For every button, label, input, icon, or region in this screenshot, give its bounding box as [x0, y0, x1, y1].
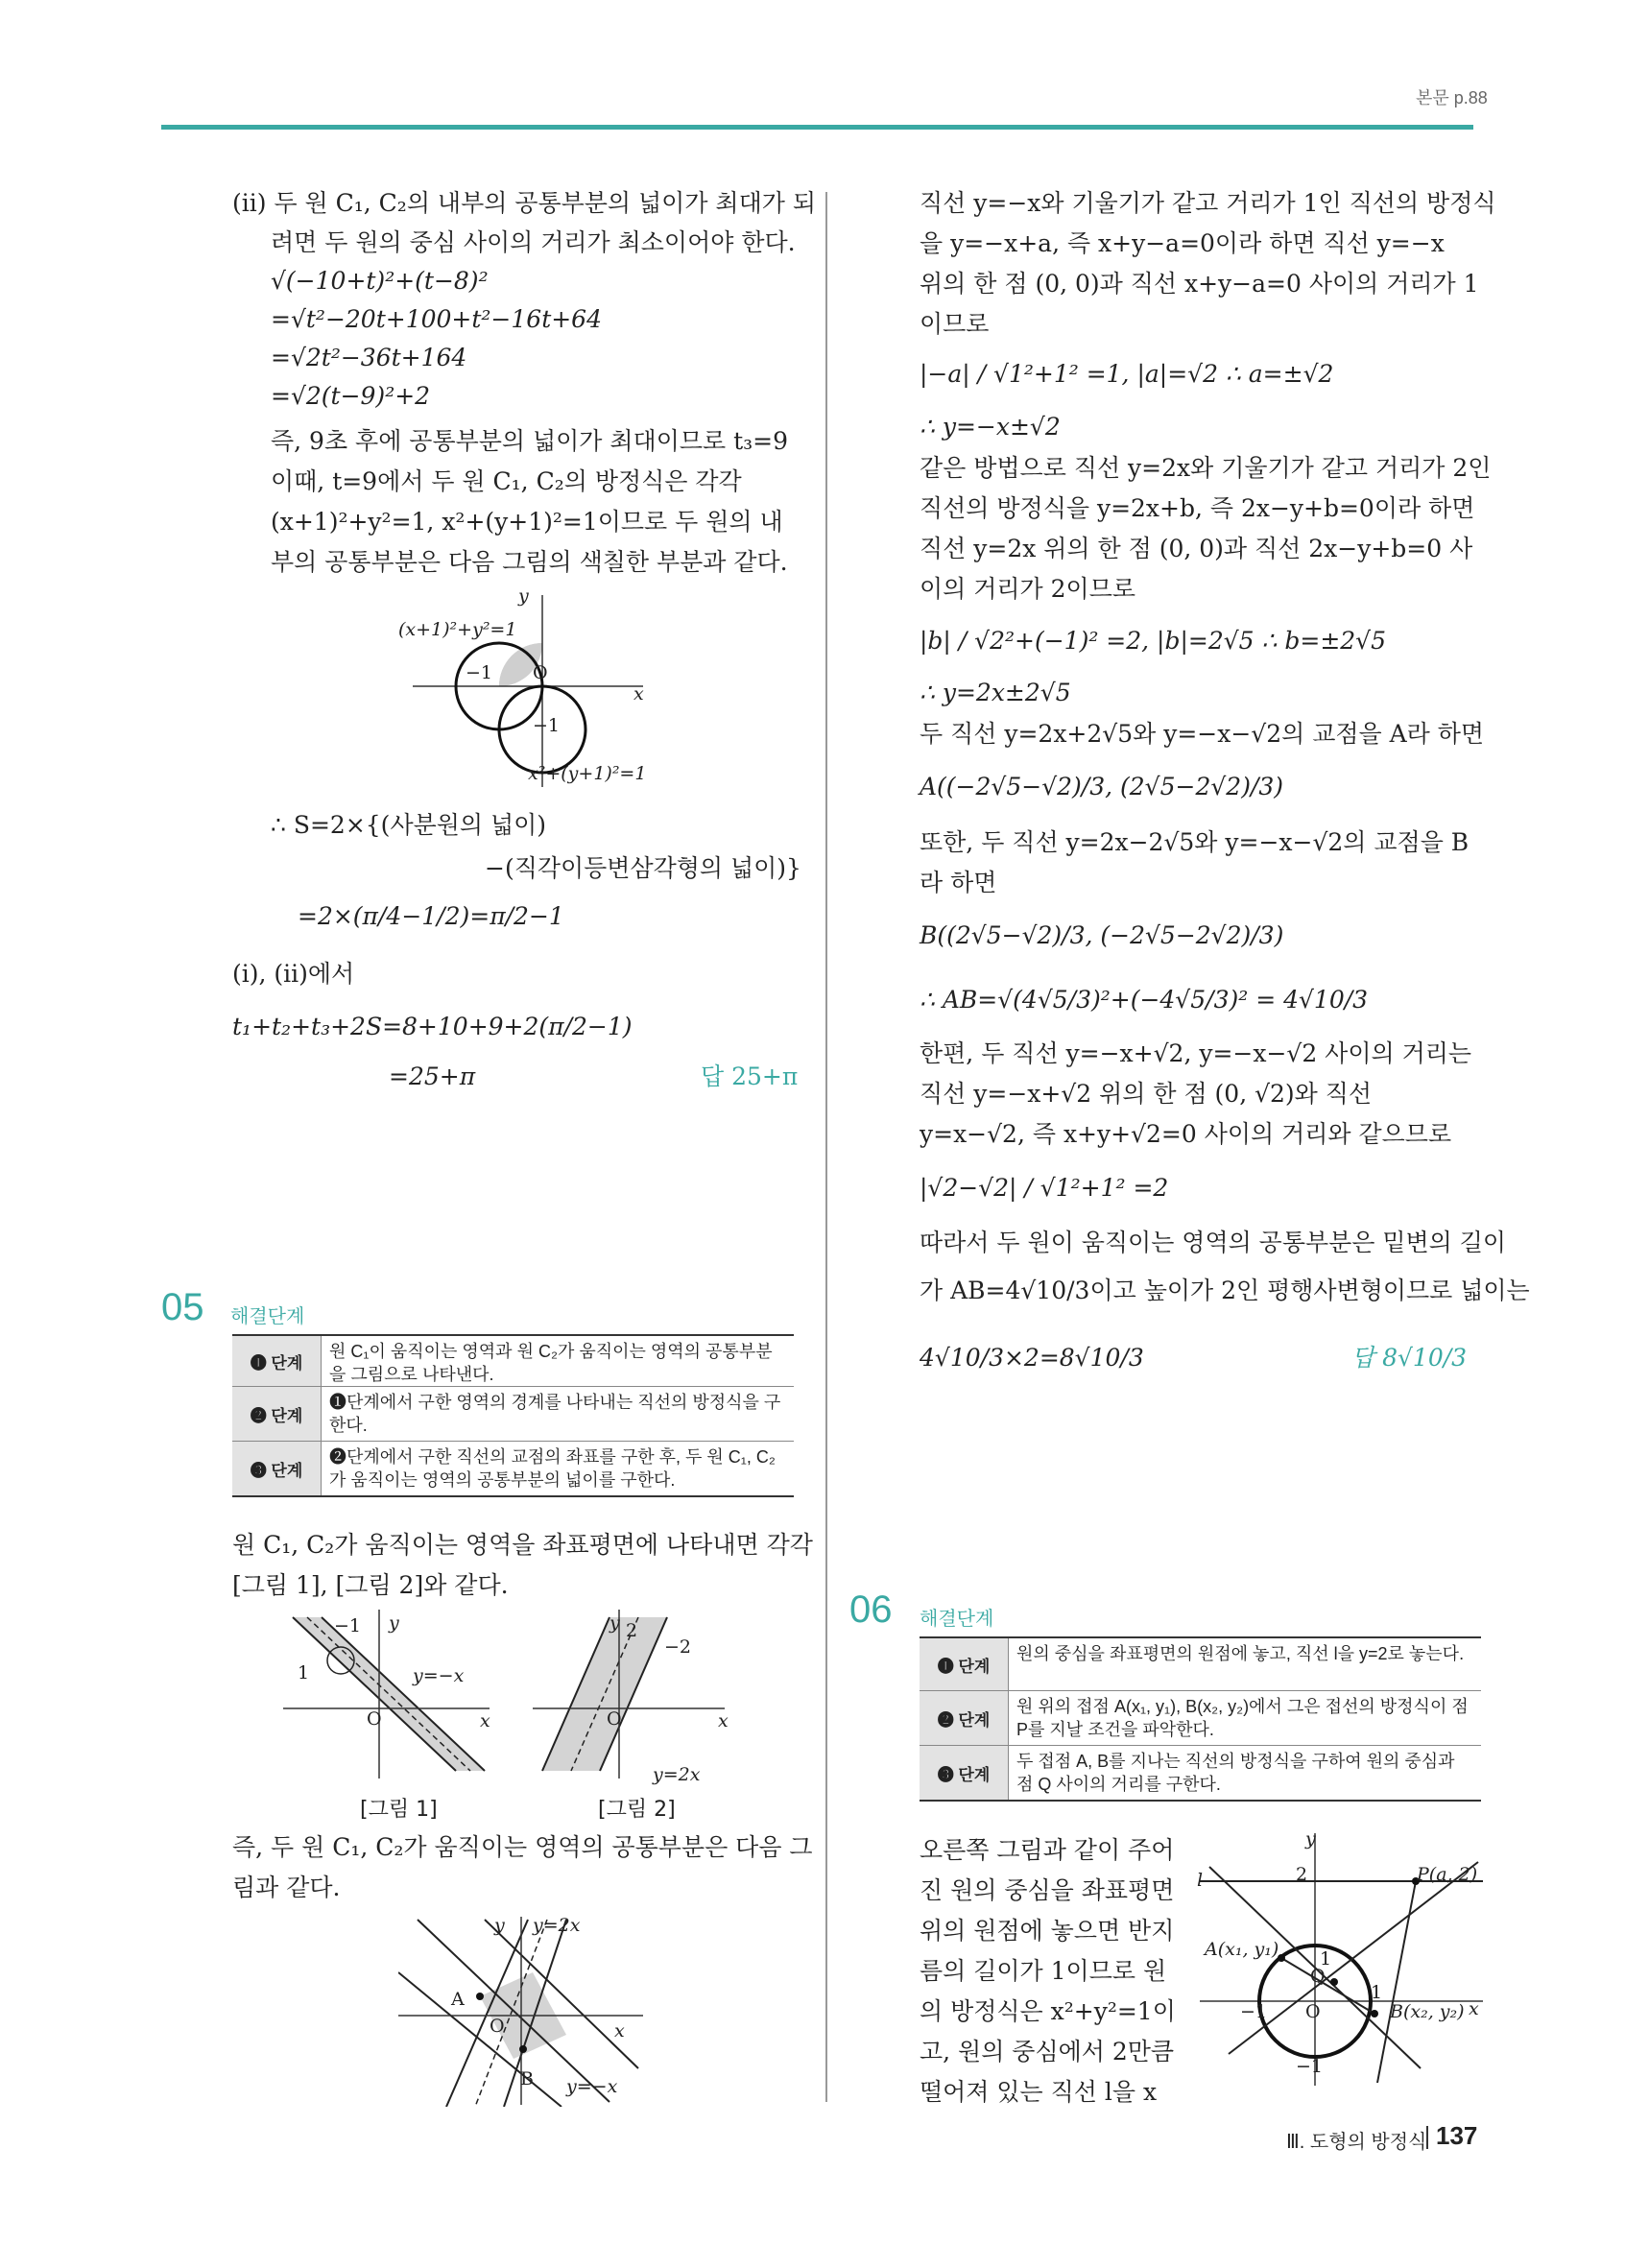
right-line-4: 이므로	[920, 310, 990, 338]
fig-a-line-label: y=−x	[413, 1665, 465, 1686]
sec06-text-6: 고, 원의 중심에서 2만큼	[920, 2038, 1175, 2065]
right-line-11: |b| / √2²+(−1)² =2, |b|=2√5 ∴ b=±2√5	[920, 627, 1387, 655]
shaded-band	[542, 1617, 667, 1771]
fig1-origin: O	[533, 662, 548, 683]
fig-a-minus-one: −1	[334, 1615, 362, 1636]
equation-4: =√2(t−9)²+2	[271, 382, 431, 410]
sum-line2: =25+π	[389, 1062, 476, 1090]
fig-c-o: O	[490, 2016, 505, 2037]
para-ii-line1: (ⅱ) 두 원 C₁, C₂의 내부의 공통부분의 넓이가 최대가 되	[232, 189, 816, 217]
fig6-one-y: 1	[1320, 1948, 1332, 1970]
fig6-b: B(x₂, y₂)	[1390, 2001, 1465, 2022]
equation-1: √(−10+t)²+(t−8)²	[271, 267, 489, 295]
fig1-label-c2: x²+(y+1)²=1	[528, 763, 647, 784]
fig6-two: 2	[1296, 1864, 1308, 1885]
fig6-o: O	[1305, 2001, 1321, 2022]
section-06-step-table	[920, 1636, 1481, 1802]
right-line-10: 이의 거리가 2이므로	[920, 575, 1135, 603]
step-label: ❸ 단계	[232, 1442, 322, 1495]
sec06-text-7: 떨어져 있는 직선 l을 x	[920, 2078, 1158, 2106]
fig6-p: P(a, 2)	[1417, 1864, 1478, 1885]
fig1-minus-one-y: −1	[533, 715, 561, 736]
para2-line3: (x+1)²+y²=1, x²+(y+1)²=1이므로 두 원의 내	[271, 508, 783, 536]
right-line-7: 같은 방법으로 직선 y=2x와 기울기가 같고 거리가 2인	[920, 454, 1492, 482]
fig6-l: l	[1197, 1870, 1204, 1891]
right-line-12: ∴ y=2x±2√5	[920, 679, 1071, 706]
step-row	[920, 1746, 1481, 1800]
equation-2: =√t²−20t+100+t²−16t+64	[271, 305, 602, 333]
right-line-24: 가 AB=4√10/3이고 높이가 2인 평행사변형이므로 넓이는	[920, 1277, 1530, 1304]
fig6-one-x: 1	[1371, 1982, 1383, 2003]
fig-b-y: y	[609, 1612, 620, 1634]
footer-chapter: Ⅲ. 도형의 방정식	[1286, 2132, 1427, 2153]
fig6-minus-one-x: −1	[1240, 2001, 1268, 2022]
right-line-8: 직선의 방정식을 y=2x+b, 즉 2x−y+b=0이라 하면	[920, 494, 1475, 522]
fig1-x-axis: x	[633, 683, 644, 704]
fig-a-caption: [그림 1]	[360, 1798, 438, 1822]
section-05-step-table	[232, 1334, 794, 1497]
para2-line4: 부의 공통부분은 다음 그림의 색칠한 부분과 같다.	[271, 548, 788, 576]
area-eq-line2: −(직각이등변삼각형의 넓이)}	[485, 854, 801, 882]
step-text: ❷단계에서 구한 직선의 교점의 좌표를 구한 후, 두 원 C₁, C₂가 움직이는 영역의 공통부분의 넓이를 구한다.	[329, 1447, 776, 1490]
fig-b-two: 2	[626, 1620, 638, 1641]
right-line-14: A((−2√5−√2)/3, (2√5−2√2)/3)	[920, 773, 1284, 800]
sec05-para1: 원 C₁, C₂가 움직이는 영역을 좌표평면에 나타내면 각각	[232, 1531, 813, 1559]
sec06-text-3: 위의 원점에 놓으면 반지	[920, 1917, 1175, 1945]
right-line-17: B((2√5−√2)/3, (−2√5−2√2)/3)	[920, 921, 1284, 949]
para-ii-line2: 려면 두 원의 중심 사이의 거리가 최소이어야 한다.	[271, 228, 796, 256]
right-line-25: 4√10/3×2=8√10/3	[920, 1344, 1144, 1372]
step-label: ❸ 단계	[920, 1746, 1009, 1800]
right-line-18: ∴ AB=√(4√5/3)²+(−4√5/3)² = 4√10/3	[920, 986, 1369, 1014]
sec06-text-1: 오른쪽 그림과 같이 주어	[920, 1836, 1175, 1864]
fig6-x: x	[1469, 1998, 1479, 2019]
fig-b-caption: [그림 2]	[598, 1798, 676, 1822]
figure-1	[283, 1608, 494, 1780]
para2-line1: 즉, 9초 후에 공통부분의 넓이가 최대이므로 t₃=9	[271, 427, 789, 455]
fig-c-ymx: y=−x	[566, 2076, 618, 2097]
fig-a-one: 1	[298, 1662, 310, 1683]
sec06-text-4: 름의 길이가 1이므로 원	[920, 1957, 1167, 1985]
right-line-13: 두 직선 y=2x+2√5와 y=−x−√2의 교점을 A라 하면	[920, 720, 1485, 748]
area-eq-line1: ∴ S=2×{(사분원의 넓이)	[271, 811, 547, 839]
fig-b-minus-two: −2	[664, 1636, 692, 1658]
right-line-15: 또한, 두 직선 y=2x−2√5와 y=−x−√2의 교점을 B	[920, 828, 1470, 856]
column-divider	[825, 192, 827, 2102]
right-line-20: 직선 y=−x+√2 위의 한 점 (0, √2)와 직선	[920, 1080, 1373, 1108]
step-row	[232, 1387, 794, 1442]
step-text: 원 C₁이 움직이는 영역과 원 C₂가 움직이는 영역의 공통부분을 그림으로 나타낸다.	[329, 1342, 773, 1384]
right-line-1: 직선 y=−x와 기울기가 같고 거리가 1인 직선의 방정식	[920, 189, 1496, 217]
right-line-19: 한편, 두 직선 y=−x+√2, y=−x−√2 사이의 거리는	[920, 1039, 1472, 1067]
answer-05: 답 8√10/3	[1351, 1344, 1468, 1372]
right-line-3: 위의 한 점 (0, 0)과 직선 x+y−a=0 사이의 거리가 1	[920, 270, 1479, 298]
section-05-title: 해결단계	[230, 1306, 305, 1327]
fig-b-x: x	[718, 1710, 729, 1731]
fig1-minus-one-x: −1	[466, 662, 493, 683]
right-line-21: y=x−√2, 즉 x+y+√2=0 사이의 거리와 같으므로	[920, 1120, 1452, 1148]
page-reference: 본문 p.88	[1416, 88, 1488, 107]
right-line-5: |−a| / √1²+1² =1, |a|=√2 ∴ a=±√2	[920, 360, 1334, 388]
fig1-y-axis: y	[518, 585, 529, 607]
step-text: 두 접점 A, B를 지나는 직선의 방정식을 구하여 원의 중심과 점 Q 사이의 거리를 구한다.	[1016, 1752, 1455, 1794]
step-label: ❶ 단계	[232, 1336, 322, 1386]
step-row	[920, 1638, 1481, 1691]
sec06-text-5: 의 방정식은 x²+y²=1이	[920, 1997, 1176, 2025]
fig6-a: A(x₁, y₁)	[1205, 1939, 1279, 1960]
fig-c-x: x	[614, 2020, 625, 2041]
cases-label: (ⅰ), (ⅱ)에서	[232, 960, 355, 988]
sec05-para4: 림과 같다.	[232, 1874, 341, 1901]
para2-line2: 이때, t=9에서 두 원 C₁, C₂의 방정식은 각각	[271, 467, 742, 495]
step-label: ❷ 단계	[232, 1387, 322, 1441]
right-line-2: 을 y=−x+a, 즉 x+y−a=0이라 하면 직선 y=−x	[920, 229, 1445, 257]
right-line-22: |√2−√2| / √1²+1² =2	[920, 1174, 1169, 1202]
section-05-number: 05	[161, 1286, 204, 1328]
step-text: ❶단계에서 구한 영역의 경계를 나타내는 직선의 방정식을 구한다.	[329, 1393, 781, 1435]
section-06-number: 06	[849, 1588, 893, 1631]
right-line-23: 따라서 두 원이 움직이는 영역의 공통부분은 밑변의 길이	[920, 1229, 1507, 1256]
fig-c-b: B	[520, 2068, 534, 2089]
fig-a-o: O	[367, 1708, 382, 1730]
fig6-minus-one-y: −1	[1296, 2056, 1324, 2077]
step-text: 원 위의 접점 A(x₁, y₁), B(x₂, y₂)에서 그은 접선의 방정식이 점 P를 지날 조건을 파악한다.	[1016, 1697, 1469, 1739]
right-line-9: 직선 y=2x 위의 한 점 (0, 0)과 직선 2x−y+b=0 사	[920, 535, 1473, 562]
fig6-q: Q	[1310, 1966, 1326, 1987]
fig-a-x: x	[480, 1710, 490, 1731]
step-text: 원의 중심을 좌표평면의 원점에 놓고, 직선 l을 y=2로 놓는다.	[1016, 1644, 1465, 1663]
right-line-16: 라 하면	[920, 869, 997, 896]
fig-a-y: y	[389, 1612, 399, 1634]
fig-c-a: A	[451, 1989, 465, 2010]
sum-line1: t₁+t₂+t₃+2S=8+10+9+2(π/2−1)	[232, 1013, 633, 1040]
step-label: ❷ 단계	[920, 1691, 1009, 1745]
sec05-para3: 즉, 두 원 C₁, C₂가 움직이는 영역의 공통부분은 다음 그	[232, 1833, 813, 1861]
section-06-title: 해결단계	[920, 1609, 994, 1630]
answer-04: 답 25+π	[701, 1062, 799, 1090]
fig-c-y2x: y=2x	[533, 1915, 581, 1936]
fig1-label-c1: (x+1)²+y²=1	[398, 619, 517, 640]
fig-b-o: O	[607, 1708, 622, 1730]
step-row	[232, 1442, 794, 1495]
area-eq-line3: =2×(π/4−1/2)=π/2−1	[298, 902, 564, 930]
fig-c-y: y	[494, 1915, 505, 1936]
step-row	[232, 1336, 794, 1387]
fig-b-line-label: y=2x	[653, 1764, 701, 1785]
step-label: ❶ 단계	[920, 1638, 1009, 1690]
shaded-band	[293, 1617, 485, 1771]
step-row	[920, 1691, 1481, 1746]
equation-3: =√2t²−36t+164	[271, 344, 467, 371]
right-line-6: ∴ y=−x±√2	[920, 413, 1061, 441]
footer-page-number: 137	[1436, 2121, 1478, 2150]
sec06-text-2: 진 원의 중심을 좌표평면	[920, 1876, 1175, 1904]
footer-divider	[1426, 2126, 1428, 2149]
fig6-y: y	[1305, 1828, 1316, 1850]
sec05-para2: [그림 1], [그림 2]와 같다.	[232, 1571, 509, 1599]
header-rule	[161, 125, 1473, 130]
